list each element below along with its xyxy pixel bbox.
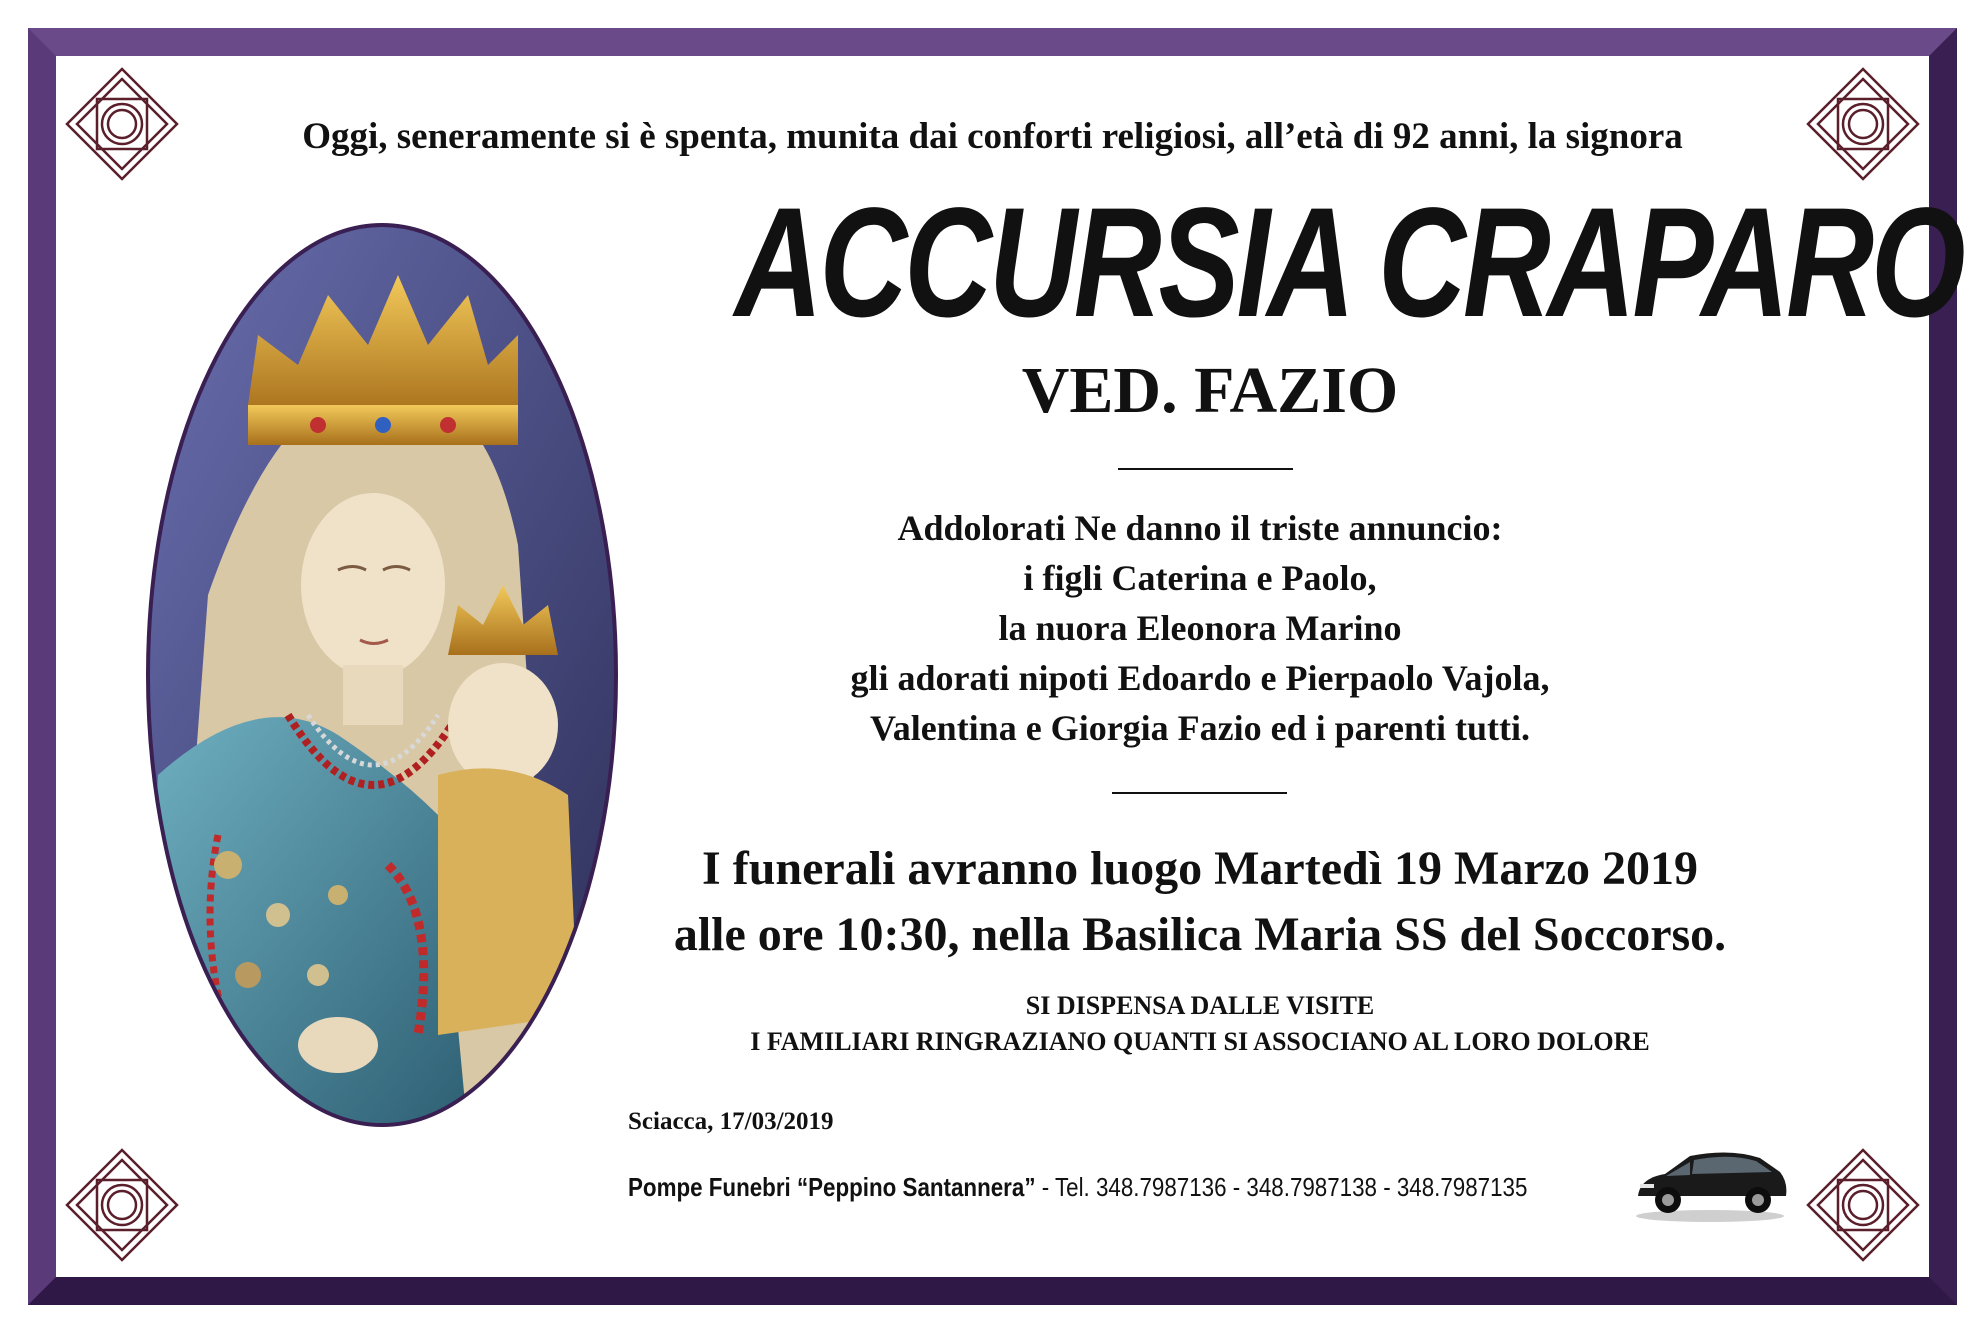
corner-ornament-icon (1804, 1146, 1922, 1264)
corner-ornament-icon (1804, 65, 1922, 183)
agency-name: Pompe Funebri “Peppino Santannera” (628, 1172, 1036, 1202)
divider-rule (1118, 468, 1293, 470)
funeral-line: alle ore 10:30, nella Basilica Maria SS del Soccorso. (673, 908, 1727, 961)
corner-ornament-icon (63, 1146, 181, 1264)
mourners-line: gli adorati nipoti Edoardo e Pierpaolo Vajola, (850, 658, 1550, 698)
place-date: Sciacca, 17/03/2019 (628, 1108, 834, 1135)
funeral-agency (628, 1172, 1527, 1203)
funeral-line: I funerali avranno luogo Martedì 19 Marzo 2019 (702, 842, 1698, 895)
note-line: I FAMILIARI RINGRAZIANO QUANTI SI ASSOCIANO AL LORO DOLORE (750, 1027, 1650, 1056)
corner-ornament-icon (63, 65, 181, 183)
mourners-line: i figli Caterina e Paolo, (1023, 558, 1377, 598)
mourners-block (760, 503, 1640, 753)
hearse-car-icon (1630, 1138, 1790, 1223)
notes-block (640, 988, 1760, 1060)
mourners-line: Valentina e Giorgia Fazio ed i parenti tutti. (870, 708, 1530, 748)
divider-rule (1112, 792, 1287, 794)
deceased-name: ACCURSIA CRAPARO (734, 176, 1963, 350)
mourners-line: Addolorati Ne danno il triste annuncio: (897, 508, 1503, 548)
funeral-info (640, 836, 1760, 968)
agency-phones: - Tel. 348.7987136 - 348.7987138 - 348.7987135 (1035, 1172, 1528, 1202)
note-line: SI DISPENSA DALLE VISITE (1025, 991, 1375, 1020)
deceased-subname: VED. FAZIO (1021, 354, 1399, 427)
intro-text: Oggi, seneramente si è spenta, munita dai conforti religiosi, all’età di 92 anni, la signora (302, 116, 1683, 157)
madonna-portrait-icon (138, 215, 626, 1135)
mourners-line: la nuora Eleonora Marino (998, 608, 1402, 648)
